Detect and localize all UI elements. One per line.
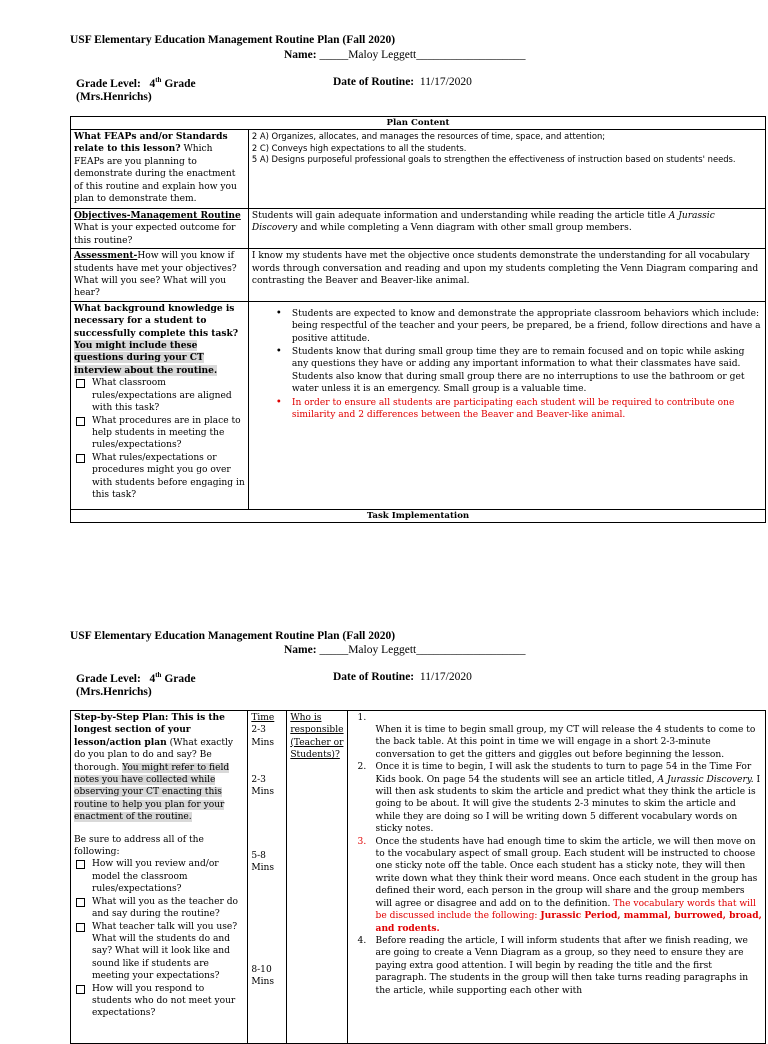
grade-word: Grade <box>164 77 196 90</box>
grade-level <box>76 671 196 685</box>
step-item <box>358 935 762 997</box>
grade-level <box>76 76 196 90</box>
vocabulary-intro: The vocabulary words that will be discussed include the following: <box>375 898 756 922</box>
step-list <box>358 712 762 997</box>
step-number: 1. <box>357 713 367 723</box>
feap-2c: 2 C) Conveys high expectations to all the students. <box>251 142 467 153</box>
name-value: _____Maloy Leggett___________________ <box>319 49 526 61</box>
bullet-item-red: • In order to ensure all students are participating each student will be required to contribute one similarity and 2 differences between the Beaver and Beaver-like animal. <box>292 397 762 422</box>
grade-label: Grade Level: <box>76 77 141 90</box>
name-label: Name: <box>284 644 317 656</box>
background-checklist <box>74 377 245 501</box>
step-prompt-highlight: You might refer to field notes you have collected while observing your CT enacting this routine to help you plan for your enactment of the routine. <box>74 762 230 823</box>
assessment-label: Assessment- <box>74 250 138 262</box>
page-title: USF Elementary Education Management Routine Plan (Fall 2020) <box>70 34 396 46</box>
date-label: Date of Routine: <box>333 76 415 88</box>
checklist-text: What rules/expectations or procedures might you go over with students before engaging in this task? <box>92 452 245 500</box>
assessment-question <box>71 249 249 302</box>
step-item <box>358 836 762 935</box>
checkbox-icon <box>76 860 85 869</box>
checklist-item <box>74 896 244 921</box>
objectives-answer <box>248 209 765 249</box>
feaps-question <box>71 130 249 209</box>
objectives-row <box>71 209 766 249</box>
step-item <box>358 761 762 835</box>
date-value: 11/17/2020 <box>419 76 472 88</box>
checklist-text: What classroom rules/expectations are aligned with this task? <box>92 378 232 414</box>
step-text: Once the students have had enough time to skim the article, we will then move on to the vocabulary aspect of small group. Each student will be instructed to choose one sticky note off the table. Once each student has a sticky note, they will then write down what they think their word means. Once each student in the group has defined their word, each person in the group will share and the group members will agree or disagree and add on to the definition. <box>375 836 758 909</box>
who-header: Who is responsible (Teacher or Students)? <box>290 713 344 761</box>
teacher-name: (Mrs.Henrichs) <box>76 91 152 103</box>
checklist-text: What teacher talk will you use? What will the students do and say? What will it look like and sound like if students are meeting your expectations? <box>92 921 238 982</box>
name-label: Name: <box>284 49 317 61</box>
step-number: 2. <box>357 762 367 773</box>
step-by-step-table <box>70 710 766 1044</box>
feaps-row <box>71 130 766 209</box>
step-text: I will then ask students to skim the article and predict what they think the article is going to be about. It will give the students 2-3 minutes to skim the article and while they are doing so I will be writing down 5 different vocabulary words on sticky notes. <box>375 774 761 835</box>
grade-word: Grade <box>164 672 196 685</box>
name-line <box>284 644 525 656</box>
grade-number: 4 <box>149 672 156 685</box>
name-value: _____Maloy Leggett___________________ <box>319 644 526 656</box>
feap-5a: 5 A) Designs purposeful professional goals to strengthen the effectiveness of instruction based on students' needs. <box>251 154 736 165</box>
step-text: When it is time to begin small group, my CT will release the 4 students to come to the back table. At this point in time we will engage in a short 2-3-minute conversation to get the gitters and giggles out before beginning the lesson. <box>375 725 756 760</box>
checklist-item <box>74 377 245 414</box>
step-item <box>358 712 762 761</box>
step-text: Before reading the article, I will inform students that after we finish reading, we are going to create a Venn Diagram as a group, so they need to ensure they are paying extra good attention. I will begin by reading the title and the first paragraph. The students in the group will then take turns reading paragraphs in the article, while supporting each other with <box>375 935 749 996</box>
time-value: 5-8 Mins <box>251 851 275 874</box>
assessment-row <box>71 249 766 302</box>
step-answer <box>347 711 765 1044</box>
grade-number: 4 <box>149 77 156 90</box>
address-intro: Be sure to address all of the following: <box>74 834 204 858</box>
step-number: 3. <box>357 836 367 847</box>
background-highlight: You might include these questions during your CT interview about the routine. <box>74 340 218 376</box>
task-implementation-header: Task Implementation <box>71 509 766 522</box>
bullet-item: • Students are expected to know and demonstrate the appropriate classroom behaviors which include: being respectful of the teacher and your peers, be prepared, be a friend, follow directions and have a positive attitude. <box>292 308 762 345</box>
objectives-prompt: What is your expected outcome for this routine? <box>74 223 236 246</box>
feaps-question-bold: What FEAPs and/or Standards relate to this lesson? <box>74 131 228 155</box>
bullet-item: • Students know that during small group time they are to remain focused and on topic while asking any questions they have or adding any important information to what their classmates have said. Students also know that during small group there are no interruptions to use the bathroom or get water unless it is an emergency. Small group is a valuable time. <box>292 346 762 396</box>
step-question <box>71 711 248 1044</box>
plan-content-table <box>70 116 766 523</box>
checkbox-icon <box>76 454 85 463</box>
checklist-text: What procedures are in place to help students in meeting the rules/expectations? <box>92 415 241 451</box>
checkbox-icon <box>76 898 85 907</box>
page-title: USF Elementary Education Management Routine Plan (Fall 2020) <box>70 630 396 642</box>
step-text: Once it is time to begin, I will ask the students to turn to page 54 in the Time For Kids book. On page 54 the students will see an article titled, <box>375 762 752 785</box>
feaps-answer <box>248 130 765 209</box>
step-number: 4. <box>357 935 367 946</box>
step-row <box>71 711 766 1044</box>
time-value: 2-3 Mins <box>251 775 275 798</box>
checklist-item <box>74 921 244 983</box>
who-column <box>287 711 347 1044</box>
time-value: 8-10 Mins <box>251 965 275 988</box>
checklist-item <box>74 858 244 895</box>
checklist-item <box>74 415 245 452</box>
article-title: A Jurassic Discovery. <box>657 774 754 785</box>
time-value: 2-3 Mins <box>251 725 275 748</box>
background-question <box>71 301 249 509</box>
objectives-question <box>71 209 249 249</box>
objectives-text-2: and while completing a Venn diagram with other small group members. <box>297 223 632 234</box>
date-of-routine <box>333 671 472 683</box>
plan-content-header: Plan Content <box>71 117 766 130</box>
feap-2a: 2 A) Organizes, allocates, and manages the resources of time, space, and attention; <box>251 131 606 141</box>
time-header: Time <box>251 713 275 723</box>
checklist-text: How will you review and/or model the classroom rules/expectations? <box>92 859 219 895</box>
grade-label: Grade Level: <box>76 672 141 685</box>
assessment-answer: I know my students have met the objective once students demonstrate the understanding for all vocabulary words through conversation and reading and upon my students completing the Venn Diagram comparing and contrasting the Beaver and Beaver-like animal. <box>248 249 765 302</box>
step-prompt-bold: Step-by-Step Plan: This is the longest section of your lesson/action plan <box>74 712 225 748</box>
time-column <box>248 711 287 1044</box>
assessment-prompt: How will you know if students have met your objectives? What will you see? What will you hear? <box>74 251 237 299</box>
date-value: 11/17/2020 <box>419 671 472 683</box>
checkbox-icon <box>76 923 85 932</box>
checklist-text: How will you respond to students who do not meet your expectations? <box>92 983 236 1019</box>
date-of-routine <box>333 76 472 88</box>
objectives-text-1: Students will gain adequate information and understanding while reading the article title <box>251 211 669 221</box>
checkbox-icon <box>76 985 85 994</box>
checkbox-icon <box>76 417 85 426</box>
checklist-text: What will you as the teacher do and say during the routine? <box>92 896 239 920</box>
grade-suffix: th <box>155 671 162 679</box>
background-prompt: What background knowledge is necessary for a student to successfully complete this task? <box>74 302 239 339</box>
vocabulary-words: Jurassic Period, mammal, burrowed, broad, and rodents. <box>375 910 762 934</box>
objectives-label: Objectives-Management Routine <box>74 210 241 221</box>
address-checklist <box>74 858 244 1019</box>
background-row <box>71 301 766 509</box>
checkbox-icon <box>76 379 85 388</box>
article-title: A Jurassic Discovery <box>251 211 715 234</box>
grade-suffix: th <box>155 76 162 84</box>
step-prompt-rest: (What exactly do you plan to do and say? Be thorough. <box>74 737 234 773</box>
teacher-name: (Mrs.Henrichs) <box>76 686 152 698</box>
name-line <box>284 49 525 61</box>
background-answer <box>248 301 765 509</box>
checklist-item <box>74 983 244 1020</box>
feaps-question-rest: Which FEAPs are you planning to demonstrate during the enactment of this routine and explain how you plan to demonstrate them. <box>74 144 237 205</box>
checklist-item <box>74 452 245 502</box>
background-bullets <box>252 308 762 422</box>
date-label: Date of Routine: <box>333 671 415 683</box>
